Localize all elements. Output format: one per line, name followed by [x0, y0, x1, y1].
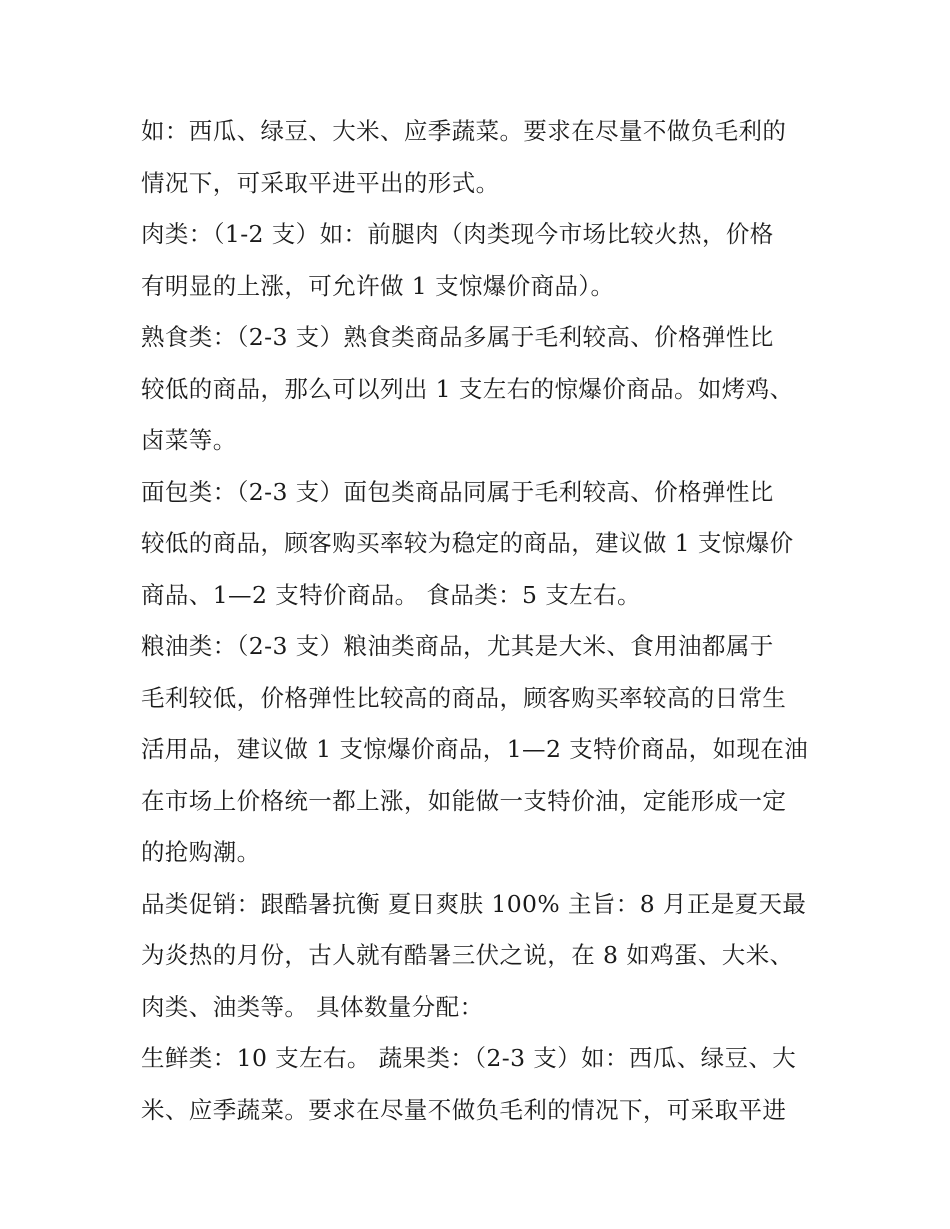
text-line: 商品、1—2 支特价商品。 食品类：5 支左右。 [141, 580, 641, 609]
text-line: 毛利较低，价格弹性比较高的商品，顾客购买率较高的日常生 [141, 683, 787, 712]
paragraph-category-promotion [141, 879, 821, 1034]
text-line: 有明显的上涨，可允许做 1 支惊爆价商品）。 [141, 271, 615, 300]
text-line: 情况下，可采取平进平出的形式。 [141, 168, 500, 197]
text-line: 品类促销：跟酷暑抗衡 夏日爽肤 100% 主旨：8 月正是夏天最 [141, 889, 807, 918]
text-line: 为炎热的月份，古人就有酷暑三伏之说，在 8 如鸡蛋、大米、 [141, 941, 794, 969]
paragraph-grain-oil [141, 621, 821, 879]
text-line: 米、应季蔬菜。要求在尽量不做负毛利的情况下，可采取平进 [141, 1095, 787, 1124]
text-line: 熟食类：（2-3 支）熟食类商品多属于毛利较高、价格弹性比 [141, 323, 774, 351]
text-line: 肉类、油类等。 具体数量分配： [141, 992, 484, 1021]
text-line: 在市场上价格统一都上涨，如能做一支特价油，定能形成一定 [141, 786, 787, 815]
text-line: 较低的商品，顾客购买率较为稳定的商品，建议做 1 支惊爆价 [141, 529, 794, 557]
text-line: 如：西瓜、绿豆、大米、应季蔬菜。要求在尽量不做负毛利的 [141, 117, 787, 145]
paragraph-bread [141, 467, 821, 622]
paragraph-meat [141, 209, 821, 312]
text-line: 卤菜等。 [141, 426, 237, 454]
text-line: 肉类：（1-2 支）如：前腿肉（肉类现今市场比较火热，价格 [141, 220, 774, 248]
text-line: 粮油类：（2-3 支）粮油类商品，尤其是大米、食用油都属于 [141, 632, 774, 660]
text-line: 较低的商品，那么可以列出 1 支左右的惊爆价商品。如烤鸡、 [141, 374, 794, 403]
paragraph-vegetables-continued [141, 106, 821, 209]
text-line: 活用品，建议做 1 支惊爆价商品，1—2 支特价商品，如现在油 [141, 735, 809, 763]
text-line: 面包类：（2-3 支）面包类商品同属于毛利较高、价格弹性比 [141, 477, 774, 506]
document-body [141, 106, 821, 1136]
text-line: 生鲜类：10 支左右。 蔬果类：（2-3 支）如：西瓜、绿豆、大 [141, 1044, 797, 1072]
paragraph-fresh-produce [141, 1033, 821, 1136]
text-line: 的抢购潮。 [141, 838, 261, 866]
paragraph-cooked-food [141, 312, 821, 467]
